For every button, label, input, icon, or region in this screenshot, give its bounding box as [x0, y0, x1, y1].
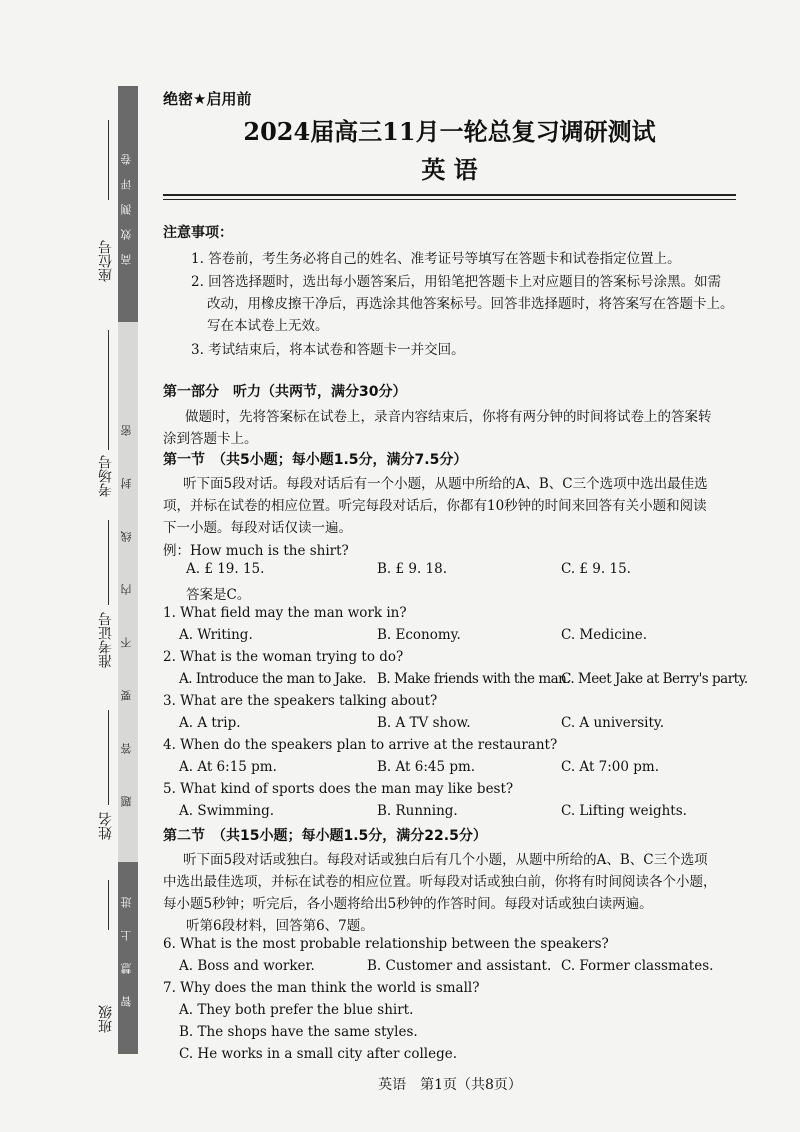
question-5: 5. What kind of sports does the man may like best?: [163, 781, 514, 797]
page-title: 2024届高三11月一轮总复习调研测试: [243, 117, 656, 146]
section2-intro: 每小题5秒钟；听完后，各小题将给出5秒钟的作答时间。每段对话或独白读两遍。: [163, 896, 653, 912]
q6-option-a: A. Boss and worker.: [179, 958, 315, 974]
q6-option-b: B. Customer and assistant.: [367, 958, 552, 974]
part1-intro: 做题时，先将答案标在试卷上，录音内容结束后，你将有两分钟的时间将试卷上的答案转: [185, 409, 712, 425]
strip-top-text: 高效测评卷: [120, 140, 133, 265]
subject-title: 英 语: [421, 156, 478, 184]
notes-item: 1. 答卷前，考生务必将自己的姓名、准考证号等填写在答题卡和试卷指定位置上。: [191, 251, 681, 267]
q5-option-a: A. Swimming.: [179, 803, 275, 819]
q7-option-b: B. The shops have the same styles.: [179, 1024, 418, 1040]
exam-room-label: 考场号: [98, 455, 114, 497]
part1-intro: 涂到答题卡上。: [163, 431, 258, 447]
class-label: 班级: [98, 1005, 114, 1033]
section2-heading: 第二节 （共15小题；每小题1.5分，满分22.5分）: [163, 828, 487, 844]
section2-intro: 中选出最佳选项，并标在试卷的相应位置。听每段对话或独白前，你将有时间阅读各个小题，: [163, 874, 717, 890]
field-line: [108, 120, 109, 200]
example-option-c: C. £ 9. 15.: [561, 561, 631, 577]
q5-option-b: B. Running.: [377, 803, 458, 819]
field-line: [108, 710, 109, 805]
example-question: 例：How much is the shirt?: [163, 543, 349, 559]
secret-label: 绝密★启用前: [163, 90, 252, 108]
seat-number-label: 座位号: [98, 240, 114, 282]
section1-intro: 项，并标在试卷的相应位置。听完每段对话后，你都有10秒钟的时间来回答有关小题和阅读: [163, 498, 707, 514]
divider: [163, 194, 736, 196]
question-1: 1. What field may the man work in?: [163, 605, 407, 621]
strip-mid-text: 题答要不内线封密: [120, 383, 133, 807]
q1-option-b: B. Economy.: [377, 627, 461, 643]
q3-option-c: C. A university.: [561, 715, 665, 731]
notes-item: 2. 回答选择题时，选出每小题答案后，用铅笔把答题卡上对应题目的答案标号涂黑。如需: [191, 274, 722, 290]
q4-option-b: B. At 6:45 pm.: [377, 759, 476, 775]
q5-option-c: C. Lifting weights.: [561, 803, 687, 819]
question-3: 3. What are the speakers talking about?: [163, 693, 438, 709]
question-4: 4. When do the speakers plan to arrive at the restaurant?: [163, 737, 558, 753]
section1-heading: 第一节 （共5小题；每小题1.5分，满分7.5分）: [163, 452, 468, 468]
section1-intro: 下一小题。每段对话仅读一遍。: [163, 520, 352, 536]
question-6: 6. What is the most probable relationship between the speakers?: [163, 936, 609, 952]
field-line: [108, 880, 109, 930]
example-answer: 答案是C。: [186, 587, 251, 603]
q4-option-c: C. At 7:00 pm.: [561, 759, 660, 775]
q2-option-a: A. Introduce the man to Jake.: [179, 671, 367, 687]
admission-number-label: 准考证号: [98, 612, 114, 668]
field-line: [108, 330, 109, 450]
q1-option-a: A. Writing.: [179, 627, 253, 643]
example-option-b: B. £ 9. 18.: [377, 561, 448, 577]
question-7: 7. Why does the man think the world is small?: [163, 980, 480, 996]
q3-option-a: A. A trip.: [179, 715, 241, 731]
name-label: 姓名: [98, 812, 114, 840]
strip-bottom-text: 智慧上进: [120, 875, 133, 1007]
question-2: 2. What is the woman trying to do?: [163, 649, 404, 665]
notes-item: 改动，用橡皮擦干净后，再选涂其他答案标号。回答非选择题时，将答案写在答题卡上。: [207, 296, 734, 312]
q7-option-a: A. They both prefer the blue shirt.: [179, 1002, 414, 1018]
q3-option-b: B. A TV show.: [377, 715, 471, 731]
notes-item: 3. 考试结束后，将本试卷和答题卡一并交回。: [191, 342, 465, 358]
part1-heading: 第一部分 听力（共两节，满分30分）: [163, 384, 407, 400]
q7-option-c: C. He works in a small city after college.: [179, 1046, 458, 1062]
example-option-a: A. £ 19. 15.: [186, 561, 265, 577]
divider: [163, 199, 736, 200]
section2-intro: 听下面5段对话或独白。每段对话或独白后有几个小题，从题中所给的A、B、C三个选项: [183, 852, 708, 868]
q2-option-c: C. Meet Jake at Berry's party.: [561, 671, 748, 687]
q1-option-c: C. Medicine.: [561, 627, 648, 643]
section2-material: 听第6段材料，回答第6、7题。: [186, 918, 374, 934]
section1-intro: 听下面5段对话。每段对话后有一个小题，从题中所给的A、B、C三个选项中选出最佳选: [183, 476, 708, 492]
q4-option-a: A. At 6:15 pm.: [179, 759, 277, 775]
page-footer: 英语 第1页（共8页）: [378, 1077, 522, 1093]
q2-option-b: B. Make friends with the man.: [377, 671, 571, 687]
q6-option-c: C. Former classmates.: [561, 958, 714, 974]
field-line: [108, 520, 109, 605]
notes-item: 写在本试卷上无效。: [207, 318, 329, 334]
notes-heading: 注意事项：: [163, 225, 233, 241]
